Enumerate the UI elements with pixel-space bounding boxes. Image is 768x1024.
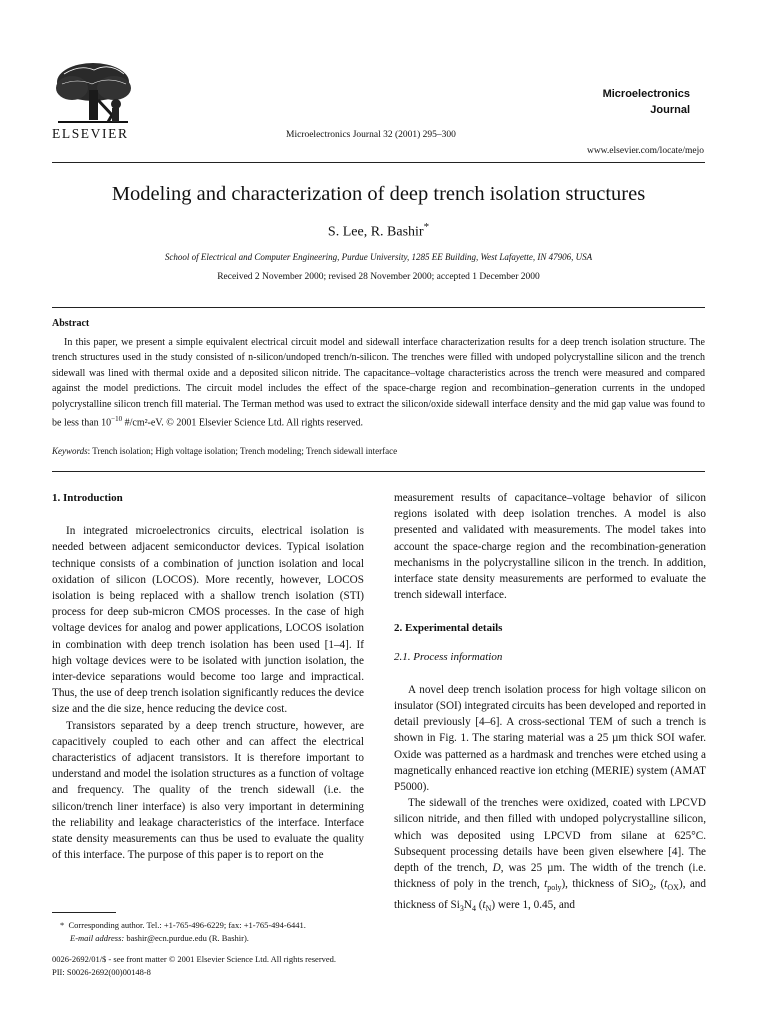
subsection-heading-process: 2.1. Process information — [394, 650, 503, 663]
header-divider — [52, 162, 705, 163]
abstract-bottom-divider — [52, 471, 705, 472]
email-link[interactable]: bashir@ecn.purdue.edu (R. Bashir). — [124, 933, 249, 943]
copyright-line: 0026-2692/01/$ - see front matter © 2001 Elsevier Science Ltd. All rights reserved. — [52, 954, 337, 964]
journal-url[interactable]: www.elsevier.com/locate/mejo — [586, 146, 704, 156]
right-column — [394, 490, 706, 917]
authors — [52, 221, 705, 241]
pii-line: PII: S0026-2692(00)00148-8 — [52, 967, 151, 977]
affiliation: School of Electrical and Computer Engineering, Purdue University, 1285 EE Building, West Lafayette, IN 47906, USA — [164, 252, 593, 262]
author-names: S. Lee, R. Bashir — [327, 224, 424, 240]
page-footer — [52, 953, 336, 979]
keywords-label: Keywords — [52, 446, 88, 456]
footnote-divider — [52, 912, 116, 913]
journal-citation: Microelectronics Journal 32 (2001) 295–300 — [286, 130, 456, 140]
journal-name-line2: Journal — [650, 104, 690, 116]
keywords — [52, 446, 705, 456]
abstract-heading: Abstract — [52, 318, 90, 329]
paper-title: Modeling and characterization of deep trench isolation structures — [111, 183, 646, 205]
footnote-contact: * Corresponding author. Tel.: +1-765-496-6229; fax: +1-765-494-6441. — [60, 920, 306, 930]
journal-name — [550, 86, 690, 118]
journal-name-line1: Microelectronics — [602, 88, 690, 100]
section-heading-introduction: 1. Introduction — [52, 492, 123, 504]
footnote — [60, 919, 370, 945]
intro-paragraph-2: Transistors separated by a deep trench structure, however, are capacitively coupled to each other and can affect the electrical characteristics of adjacent transistors. It is therefore important to understand and model the isolation structures as a function of voltage and frequency. The quality of the trench sidewall (i.e. the silicon/trench liner interface) is also very important in determining the reliability and leakage characteristics of the interface. Interface state density measurements can thus be used to evaluate the quality of this interface. The purpose of this paper is to report on the — [52, 719, 364, 862]
process-paragraph-1: A novel deep trench isolation process for high voltage silicon on insulator (SOI) integrated circuits has been developed and reported in detail previously [4–6]. A cross-sectional TEM of such a trench is shown in Fig. 1. The staring material was a 25 µm thick SOI wafer. Oxide was patterned as a hardmask and trenches were etched using a magnetically enhanced reactive ion etching (MERIE) system (AMAT P5000). — [394, 683, 706, 794]
corresponding-author-mark: * — [423, 221, 430, 233]
abstract-text: In this paper, we present a simple equivalent electrical circuit model and sidewall interface characterization results for a deep trench isolation structure. The trench structures used in the study consisted of n-silicon/undoped trench/n-silicon. The trenches were filled with undoped polycrystalline silicon and the trench sidewall was lined with thermal oxide and a deposited silicon nitride. The capacitance–voltage characteristics across the trench were measured and compared against the model predictions. The circuit model includes the effect of the space-charge region and recombination–generation currents in the undoped polycrystalline silicon trench fill material. The Terman method was used to extract the silicon/oxide sidewall interface density and the mid gap value was found to be less than $10^{-10}$ #/cm²-eV. © 2001 Elsevier Science Ltd. All rights reserved. — [52, 337, 705, 429]
section-heading-experimental: 2. Experimental details — [394, 622, 503, 635]
process-paragraph-2: The sidewall of the trenches were oxidized, coated with LPCVD silicon nitride, and then filled with undoped polycrystalline silicon, which was deposited using LPCVD from silane at 625°C. Subsequent processing details have been given elsewhere [4]. The depth of the trench, D, was 25 µm. The width of the trench (i.e. thickness of poly in the trench, $t_{poly}$), thickness of SiO$_2$, $(t_{OX})$, and thickness of $Si_3N_4$ $(t_N)$ were 1, 0.45, and — [394, 797, 706, 913]
footnote-email: E-mail address: bashir@ecn.purdue.edu (R. Bashir). — [70, 933, 249, 943]
intro-paragraph-continued: measurement results of capacitance–voltage behavior of silicon regions isolated with deep isolation trenches. A model is also presented and validated with measurements. The model takes into account the space-charge region and the recombination-generation mechanisms in the polycrystalline silicon in the trench. In addition, interface state density measurements are performed to evaluate the trench sidewall interface. — [394, 492, 706, 602]
keywords-list: : Trench isolation; High voltage isolation; Trench modeling; Trench sidewall interface — [87, 446, 398, 456]
left-column — [52, 490, 364, 863]
intro-paragraph-1: In integrated microelectronics circuits, electrical isolation is needed between adjacent semiconductor devices. Typical isolation technique consists of a combination of junction isolation and local oxidation of silicon (LOCOS). More recently, however, LOCOS isolation is being replaced with a shallow trench isolation (STI) process for deep sub-micron CMOS processes. In the case of high voltage devices for analog and power applications, LOCOS isolation in combination with deep trench isolation has been used [1–4]. If high voltage devices were to be isolated with junction isolation, the inter-device separations would become too large and impractical. Thus, the use of deep trench isolation significantly reduces the device size and the die size, hence reducing the device cost. — [52, 525, 364, 716]
abstract-top-divider — [52, 307, 705, 308]
received-dates: Received 2 November 2000; revised 28 November 2000; accepted 1 December 2000 — [217, 272, 540, 282]
publisher-name: ELSEVIER — [52, 126, 129, 141]
